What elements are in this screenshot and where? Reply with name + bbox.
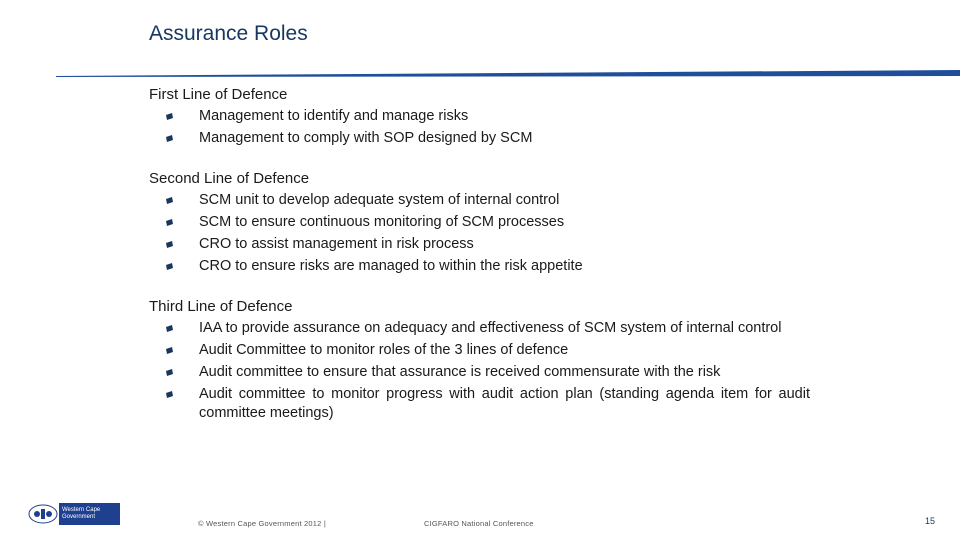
list-item-text: Management to comply with SOP designed by SCM (199, 130, 533, 146)
logo-line1: Western Cape (62, 507, 101, 513)
bullet-icon (165, 368, 174, 377)
bullet-icon (165, 346, 174, 355)
bullet-icon (165, 390, 174, 399)
list-item (149, 257, 810, 276)
footer-conference: CIGFARO National Conference (424, 519, 534, 528)
list-item-text: CRO to ensure risks are managed to within the risk appetite (199, 258, 583, 274)
footer-copyright: © Western Cape Government 2012 | (198, 519, 326, 528)
list-item-text: SCM to ensure continuous monitoring of SCM processes (199, 214, 565, 230)
logo-line2: Government (62, 514, 96, 520)
bullet-icon (165, 240, 174, 249)
list-item (149, 385, 810, 423)
bullet-icon (165, 112, 174, 121)
list-item-text: IAA to provide assurance on adequacy and effectiveness of SCM system of internal control (199, 320, 782, 336)
header-rule (56, 70, 960, 78)
list-item (149, 235, 810, 254)
bullet-icon (165, 218, 174, 227)
slide-title: Assurance Roles (149, 22, 308, 45)
list-item-text: Audit Committee to monitor roles of the 3 lines of defence (199, 342, 569, 358)
list-item (149, 107, 810, 126)
bullet-icon (165, 134, 174, 143)
section-heading: Second Line of Defence (149, 170, 310, 187)
bullet-list (149, 319, 829, 423)
section-heading: First Line of Defence (149, 86, 288, 103)
list-item (149, 213, 810, 232)
list-item (149, 319, 810, 338)
list-item-text: Management to identify and manage risks (199, 108, 469, 124)
list-item (149, 363, 810, 382)
list-item-text: Audit committee to monitor progress with audit action plan (standing agenda item for audit committee meetings) (199, 386, 810, 421)
list-item (149, 341, 810, 360)
list-item (149, 191, 810, 210)
bullet-list (149, 107, 829, 148)
list-item-text: Audit committee to ensure that assurance is received commensurate with the risk (199, 364, 721, 380)
bullet-icon (165, 324, 174, 333)
section-first-line (149, 86, 829, 148)
bullet-icon (165, 196, 174, 205)
western-cape-government-logo (28, 503, 120, 525)
section-heading: Third Line of Defence (149, 298, 293, 315)
bullet-icon (165, 262, 174, 271)
western-cape-crest-icon (29, 505, 57, 523)
section-second-line (149, 170, 829, 276)
list-item-text: CRO to assist management in risk process (199, 236, 474, 252)
slide-content (149, 86, 829, 445)
bullet-list (149, 191, 829, 276)
page-number: 15 (925, 516, 936, 526)
list-item (149, 129, 810, 148)
list-item-text: SCM unit to develop adequate system of internal control (199, 192, 560, 208)
section-third-line (149, 298, 829, 423)
